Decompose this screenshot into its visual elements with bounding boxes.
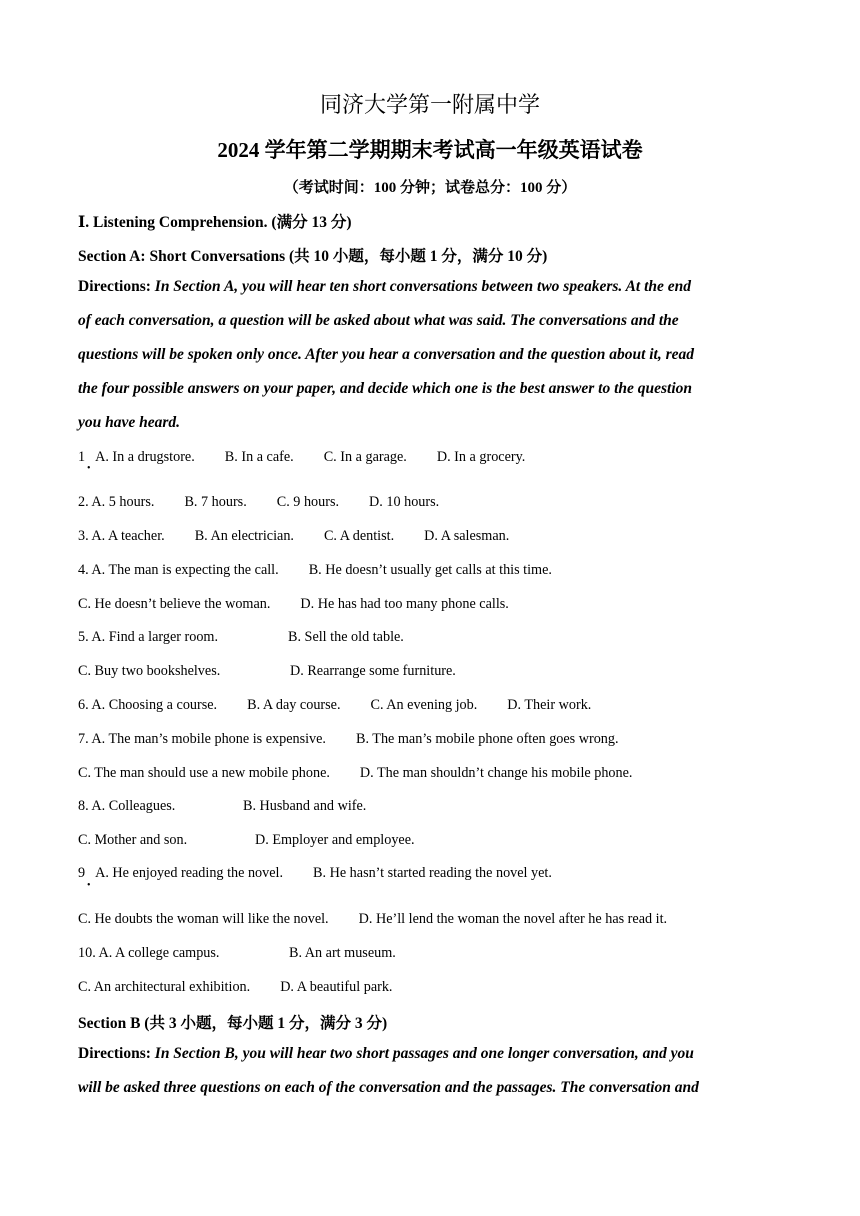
option-c: C. 9 hours. bbox=[276, 494, 340, 510]
sectionA-directions-line: of each conversation, a question will be asked about what was said. The conversations and the bbox=[78, 312, 679, 329]
sectionA-directions-line: the four possible answers on your paper, and decide which one is the best answer to the question bbox=[78, 380, 693, 397]
question-number: 9 bbox=[78, 865, 86, 881]
option-b: B. An electrician. bbox=[194, 528, 294, 544]
option-d: D. He has had too many phone calls. bbox=[300, 596, 509, 612]
question-10 bbox=[78, 945, 396, 962]
sectionB-heading: Section B (共 3 小题，每小题 1 分，满分 3 分) bbox=[78, 1015, 388, 1032]
option-b: B. In a cafe. bbox=[224, 449, 294, 465]
option-a: 10. A. A college campus. bbox=[78, 945, 220, 961]
option-d: D. 10 hours. bbox=[369, 494, 440, 510]
sectionB-directions-line: will be asked three questions on each of the conversation and the passages. The conversation and bbox=[78, 1079, 699, 1096]
option-d: D. A beautiful park. bbox=[280, 979, 393, 995]
option-a: 3. A. A teacher. bbox=[78, 528, 165, 544]
exam-info: （考试时间：100 分钟；试卷总分：100 分） bbox=[283, 180, 577, 196]
dot-mark: • bbox=[87, 880, 91, 891]
question-7 bbox=[78, 731, 619, 748]
sectionA-directions-line: you have heard. bbox=[78, 414, 181, 431]
option-d: D. Their work. bbox=[507, 697, 592, 713]
school-name: 同济大学第一附属中学 bbox=[319, 92, 540, 117]
dot-mark: • bbox=[87, 463, 91, 474]
directions-label: Directions: bbox=[78, 278, 151, 295]
question-9-cont bbox=[78, 911, 667, 928]
option-c: C. In a garage. bbox=[323, 449, 407, 465]
option-b: B. Husband and wife. bbox=[243, 798, 367, 814]
option-d: D. Rearrange some furniture. bbox=[290, 663, 456, 679]
option-d: D. Employer and employee. bbox=[255, 832, 415, 848]
option-b: B. The man’s mobile phone often goes wrong. bbox=[355, 731, 619, 747]
option-c: C. Buy two bookshelves. bbox=[78, 663, 221, 679]
option-c: C. An evening job. bbox=[370, 697, 478, 713]
question-2 bbox=[78, 494, 439, 511]
question-5 bbox=[78, 629, 404, 646]
option-c: C. He doubts the woman will like the novel. bbox=[78, 911, 329, 927]
option-a: 2. A. 5 hours. bbox=[78, 494, 155, 510]
question-number: 1 bbox=[78, 449, 86, 465]
option-a: 6. A. Choosing a course. bbox=[78, 697, 218, 713]
sectionA-directions-line: Directions: In Section A, you will hear ten short conversations between two speakers. At the end bbox=[78, 278, 692, 295]
question-6 bbox=[78, 697, 591, 714]
question-5-cont bbox=[78, 663, 456, 680]
question-8-cont bbox=[78, 832, 415, 849]
option-c: C. An architectural exhibition. bbox=[78, 979, 251, 995]
question-9 bbox=[78, 865, 552, 882]
directions-label: Directions: bbox=[78, 1045, 151, 1062]
option-a: 8. A. Colleagues. bbox=[78, 798, 176, 814]
question-3 bbox=[78, 528, 509, 545]
option-d: D. He’ll lend the woman the novel after he has read it. bbox=[358, 911, 668, 927]
option-a: A. He enjoyed reading the novel. bbox=[95, 865, 284, 881]
option-b: B. He hasn’t started reading the novel yet. bbox=[313, 865, 552, 881]
option-d: D. The man shouldn’t change his mobile phone. bbox=[359, 765, 633, 781]
part1-heading: Ⅰ. Listening Comprehension. (满分 13 分) bbox=[78, 214, 352, 231]
sectionA-heading: Section A: Short Conversations (共 10 小题，每小题 1 分，满分 10 分) bbox=[78, 248, 548, 265]
question-10-cont bbox=[78, 979, 392, 996]
option-c: C. Mother and son. bbox=[78, 832, 188, 848]
option-b: B. 7 hours. bbox=[184, 494, 247, 510]
option-c: C. A dentist. bbox=[323, 528, 395, 544]
question-7-cont bbox=[78, 765, 632, 782]
sectionB-directions-line: Directions: In Section B, you will hear two short passages and one longer conversation, and you bbox=[78, 1045, 694, 1062]
option-b: B. An art museum. bbox=[289, 945, 396, 961]
exam-title: 2024 学年第二学期期末考试高一年级英语试卷 bbox=[217, 138, 643, 162]
option-c: C. He doesn’t believe the woman. bbox=[78, 596, 271, 612]
option-b: B. A day course. bbox=[247, 697, 341, 713]
option-a: 5. A. Find a larger room. bbox=[78, 629, 219, 645]
question-4 bbox=[78, 562, 552, 579]
question-4-cont bbox=[78, 596, 509, 613]
option-d: D. In a grocery. bbox=[436, 449, 526, 465]
option-a: A. In a drugstore. bbox=[95, 449, 195, 465]
question-1 bbox=[78, 449, 525, 466]
sectionA-directions-line: questions will be spoken only once. After you hear a conversation and the question about it, read bbox=[78, 346, 695, 363]
option-c: C. The man should use a new mobile phone. bbox=[78, 765, 330, 781]
option-b: B. He doesn’t usually get calls at this time. bbox=[308, 562, 552, 578]
option-a: 4. A. The man is expecting the call. bbox=[78, 562, 279, 578]
option-a: 7. A. The man’s mobile phone is expensive. bbox=[78, 731, 326, 747]
option-d: D. A salesman. bbox=[424, 528, 510, 544]
question-8 bbox=[78, 798, 366, 815]
option-b: B. Sell the old table. bbox=[288, 629, 404, 645]
